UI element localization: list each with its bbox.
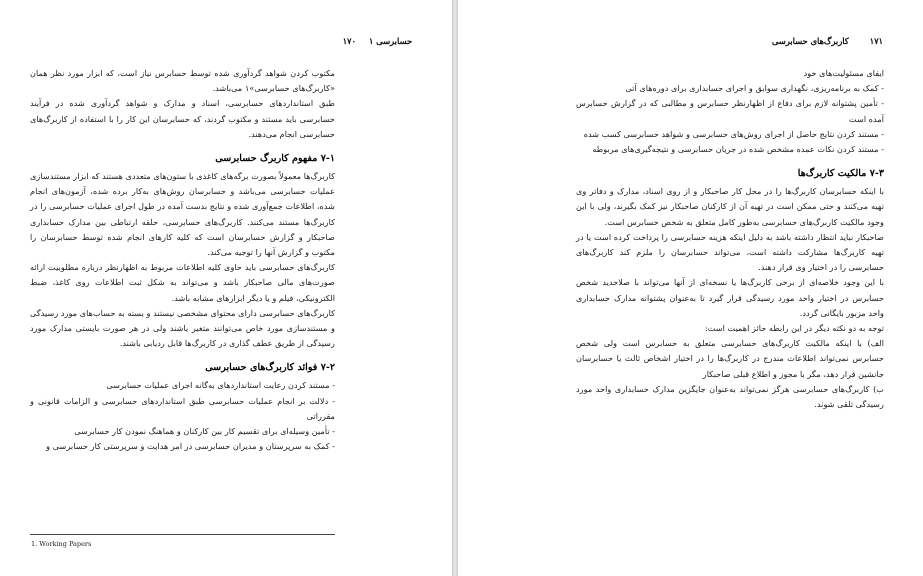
paragraph: صاحبکار نباید انتظار داشته باشد به دلیل اینکه هزینه حسابرسی را پرداخت کرده است یا در تهیه کاربرگ‌ها مشارکت داشته است، می‌تواند حسابرسان را ملزم کند کاربرگ‌های حسابرسی را در اختیار وی قرار دهند.	[576, 231, 884, 273]
paragraph: ب) کاربرگ‌های حسابرسی هرگز نمی‌تواند به‌عنوان جایگزین مدارک حسابداری واحد مورد رسیدگی تلقی شوند.	[576, 383, 884, 410]
right-page-header	[772, 36, 883, 46]
paragraph: طبق استانداردهای حسابرسی، اسناد و مدارک و شواهد گردآوری شده در فرآیند حسابرسی باید مستند و مکتوب گردند، که حسابرسان این کار را با استفاده از کاربرگ‌های حسابرسی انجام می‌دهند.	[30, 98, 335, 139]
footnote-divider	[30, 534, 335, 535]
paragraph: - مستند کردن نکات عمده مشخص شده در جریان حسابرسی و نتیجه‌گیری‌های مربوطه	[592, 144, 884, 155]
right-page-title: کاربرگ‌های حسابرسی	[771, 36, 849, 46]
paragraph: توجه به دو نکته دیگر در این رابطه حائز اهمیت است:	[705, 323, 884, 334]
paragraph: با اینکه حسابرسان کاربرگ‌ها را در محل کار صاحبکار و از روی اسناد، مدارک و دفاتر وی تهیه می‌کنند و حتی ممکن است در تهیه آن از کارکنان صاحبکار نیز کمک بگیرند، ولی با این وجود مالکیت کاربرگ‌های حسابرسی به‌طور کامل متعلق به شخص حسابرس است.	[576, 186, 884, 227]
paragraph: الف) با اینکه مالکیت کاربرگ‌های حسابرسی متعلق به حسابرس است ولی شخص حسابرس نمی‌تواند اطلاعات مندرج در کاربرگ‌ها را در اختیار اشخاص ثالث یا حسابرسان جانشین قرار دهد، مگر با مجوز و اطلاع قبلی صاحبکار	[576, 338, 884, 379]
section-heading: ۷-۲ فوائد کاربرگ‌های حسابرسی	[205, 362, 335, 374]
section-heading: ۷-۳ مالکیت کاربرگ‌ها	[797, 168, 884, 180]
paragraph: مکتوب کردن شواهد گردآوری شده توسط حسابرس نیاز است، که ابزار مورد نظر همان «کاربرگ‌های حسابرسی»۱ می‌باشد.	[30, 68, 335, 94]
paragraph: - تأمین پشتوانه لازم برای دفاع از اظهارنظر حسابرس و مطالبی که در گزارش حسابرس آمده است	[576, 98, 884, 124]
right-page	[458, 0, 923, 576]
left-page-header	[335, 36, 412, 46]
paragraph: با این وجود خلاصه‌ای از برخی کاربرگ‌ها یا نسخه‌ای از آنها می‌تواند با صلاحدید شخص حسابرس در اختیار واحد مورد رسیدگی قرار گیرد تا به‌عنوان پشتوانه مدارک حسابداری واحد مزبور بایگانی گردد.	[576, 277, 884, 318]
paragraph: کاربرگ‌های حسابرسی باید حاوی کلیه اطلاعات مربوط به اظهارنظر درباره مطلوبیت ارائه صورت‌های مالی صاحبکار باشد و می‌تواند به شکل ثبت اطلاعات روی کاغذ، ضبط الکترونیکی، فیلم و یا دیگر ابزارهای مشابه باشد.	[30, 262, 335, 303]
footnote: 1. Working Papers	[31, 540, 92, 548]
left-page	[0, 0, 452, 576]
paragraph: - تأمین وسیله‌ای برای تقسیم کار بین کارکنان و هماهنگ نمودن کار حسابرسی	[74, 426, 335, 437]
paragraph: کاربرگ‌های حسابرسی دارای محتوای مشخصی نیستند و بسته به حساب‌های مورد رسیدگی و مستندسازی مورد خاص می‌توانند متغیر باشند ولی در هر صورت بایستی مدارک مورد رسیدگی از طریق عطف گذاری در کاربرگ‌ها قابل ردیابی باشند.	[30, 307, 335, 349]
left-page-title: حسابرسی ۱	[368, 36, 412, 46]
paragraph: - مستند کردن نتایج حاصل از اجرای روش‌های حسابرسی و شواهد حسابرسی کسب شده	[583, 128, 884, 139]
paragraph: کاربرگ‌ها معمولاً بصورت برگه‌های کاغذی با ستون‌های متعددی هستند که ابزار مستندسازی عملیات حسابرسی می‌باشد و حسابرسان روش‌های به‌کار برده شده، آزمون‌های انجام شده، اطلاعات جمع‌آوری شده و نتایج بدست آمده در طول اجرای عملیات حسابرسی را در کاربرگ‌ها مستند می‌کنند. کاربرگ‌های حسابرسی، حلقه ارتباطی بین مدارک حسابداری صاحبکار و گزارش حسابرسان است که کلیه کارهای انجام شده توسط حسابرسان را مکتوب و گزارش آنها را توجیه می‌کند.	[30, 171, 335, 258]
left-page-body	[30, 66, 335, 454]
paragraph: - کمک به برنامه‌ریزی، نگهداری سوابق و اجرای حسابداری برای دوره‌های آتی	[625, 83, 884, 94]
paragraph: ایفای مسئولیت‌های خود	[803, 68, 884, 78]
left-page-number: ۱۷۰	[342, 36, 356, 46]
paragraph: - مستند کردن رعایت استانداردهای به‌گانه اجرای عملیات حسابرسی	[106, 380, 335, 391]
right-page-body	[576, 66, 884, 412]
paragraph: - کمک به سرپرستان و مدیران حسابرسی در امر هدایت و سرپرستی کار حسابرسی و	[46, 441, 335, 452]
right-page-number: ۱۷۱	[869, 36, 883, 46]
section-heading: ۷-۱ مفهوم کاربرگ حسابرسی	[215, 153, 335, 165]
paragraph: - دلالت بر انجام عملیات حسابرسی طبق استانداردهای حسابرسی و الزامات قانونی و مقرراتی	[30, 395, 335, 421]
